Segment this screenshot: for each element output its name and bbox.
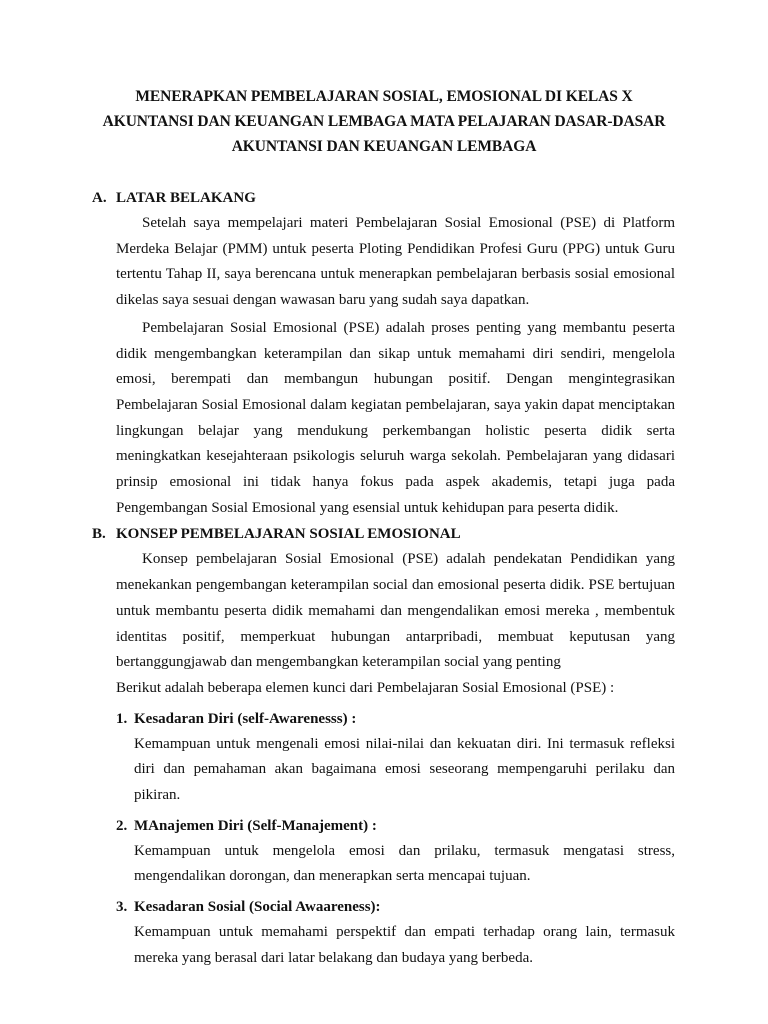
section-title: LATAR BELAKANG [116,190,256,206]
list-item-number: 3. [116,899,128,916]
list-item-title [116,894,675,920]
list-item-heading: Kesadaran Sosial (Social Awaareness): [134,899,381,916]
list-item-number: 2. [116,817,128,834]
list-item-heading: MAnajemen Diri (Self-Manajement) : [134,817,377,834]
section-title: KONSEP PEMBELAJARAN SOSIAL EMOSIONAL [116,526,461,543]
list-item-body: Kemampuan untuk mengelola emosi dan prilaku, termasuk mengatasi stress, mengendalikan dorongan, dan menerapkan serta mencapai tujuan. [134,842,675,885]
list-item-heading: Kesadaran Diri (self-Awarenesss) : [134,710,357,727]
paragraph: Pembelajaran Sosial Emosional (PSE) adalah proses penting yang membantu peserta didik mengembangkan keterampilan dan sikap untuk memahami diri sendiri, mengelola emosi, berempati dan membangun hubungan positif. Dengan mengintegrasikan Pembelajaran Sosial Emosional dalam kegiatan pembelajaran, saya yakin dapat menciptakan lingkungan belajar yang mendukung perkembangan holistic peserta didik serta meningkatkan kesejahteraan psikologis seluruh warga sekolah. Pembelajaran yang didasari prinsip emosional ini tidak hanya fokus pada aspek akademis, tetapi juga pada Pengembangan Sosial Emosional yang esensial untuk kehidupan para peserta didik. [116,319,675,516]
title-line-3: AKUNTANSI DAN KEUANGAN LEMBAGA [231,138,537,155]
list-item-title [116,706,675,732]
section-marker: B. [92,526,106,543]
section-heading-b [92,521,675,547]
section-marker: A. [92,190,107,206]
list-item-body: Kemampuan untuk mengenali emosi nilai-nilai dan kekuatan diri. Ini termasuk refleksi diri dan pemahaman akan bagaimana emosi seseorang mempengaruhi perilaku dan pikiran. [134,735,675,804]
list-intro: Berikut adalah beberapa elemen kunci dari Pembelajaran Sosial Emosional (PSE) : [116,679,615,696]
section-heading-a [92,185,675,211]
paragraph: Setelah saya mempelajari materi Pembelajaran Sosial Emosional (PSE) di Platform Merdeka Belajar (PMM) untuk peserta Ploting Pendidikan Profesi Guru (PPG) untuk Guru tertentu Tahap II, saya berencana untuk menerapkan pembelajaran berbasis sosial emosional dikelas saya sesuai dengan wawasan baru yang sudah saya dapatkan. [116,215,675,309]
paragraph: Konsep pembelajaran Sosial Emosional (PSE) adalah pendekatan Pendidikan yang menekankan pengembangan keterampilan social dan emosional peserta didik. PSE bertujuan untuk membantu peserta didik memahami dan mengendalikan emosi mereka , membentuk identitas positif, memperkuat hubungan antarpribadi, membuat keputusan yang bertanggungjawab dan mengembangkan keterampilan social yang penting [116,551,675,671]
list-item-body: Kemampuan untuk memahami perspektif dan empati terhadap orang lain, termasuk mereka yang berasal dari latar belakang dan budaya yang berbeda. [134,924,675,966]
list-item-number: 1. [116,710,128,727]
title-line-2: AKUNTANSI DAN KEUANGAN LEMBAGA MATA PELAJARAN DASAR-DASAR [102,113,666,130]
list-item-title [116,813,675,839]
document-body [92,185,675,972]
document-title [80,84,688,159]
title-line-1: MENERAPKAN PEMBELAJARAN SOSIAL, EMOSIONAL DI KELAS X [135,88,633,105]
